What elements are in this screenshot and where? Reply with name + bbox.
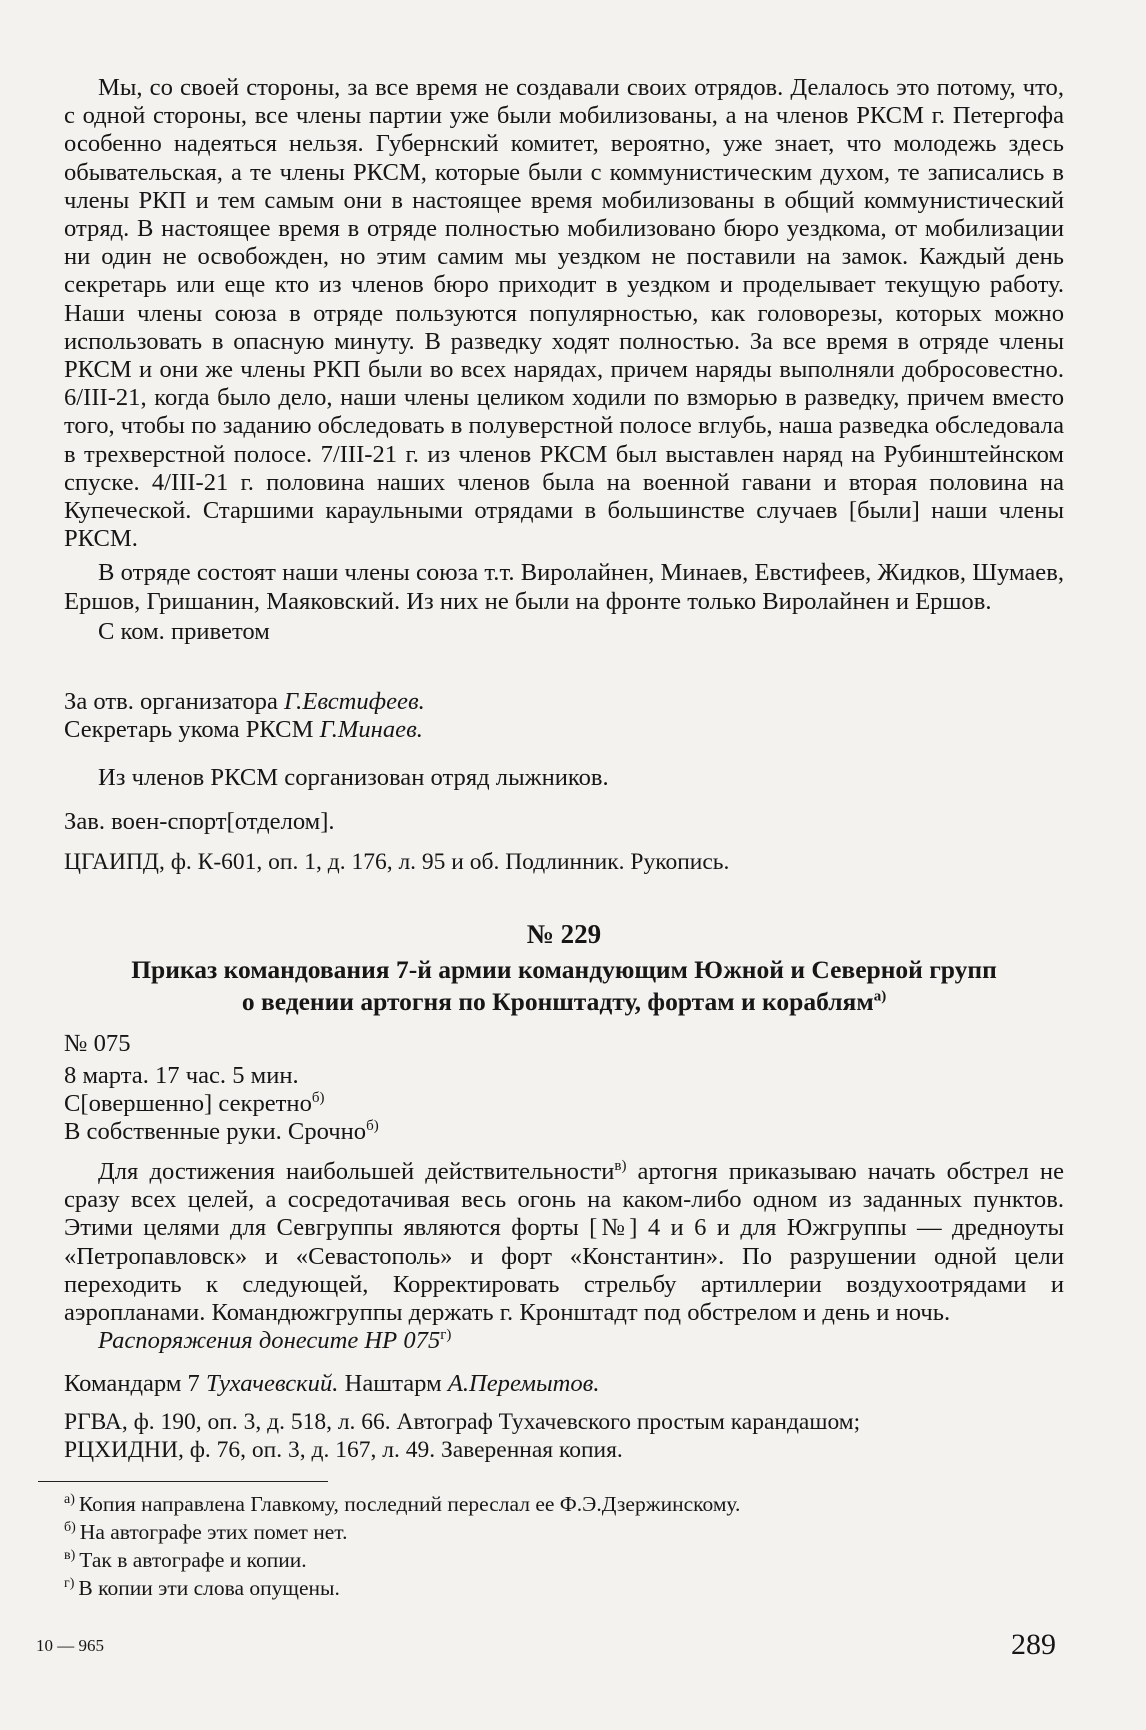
order-signature-line xyxy=(64,1370,1064,1398)
page-number: 289 xyxy=(1011,1628,1056,1661)
order-date: 8 марта. 17 час. 5 мин. xyxy=(64,1062,299,1089)
footnote-text: Копия направлена Главкому, последний переслал ее Ф.Э.Дзержинскому. xyxy=(78,1492,741,1516)
signature-organizer xyxy=(64,688,1064,716)
order-number-block xyxy=(64,1030,1064,1058)
commander-name: Тухачевский. xyxy=(206,1370,339,1397)
letter-signatures xyxy=(64,688,1064,744)
footnote-ref-a: а) xyxy=(873,988,887,1005)
footnote-mark: в) xyxy=(64,1547,76,1563)
footnote-text: В копии эти слова опущены. xyxy=(78,1576,340,1600)
footnote-v xyxy=(64,1546,1064,1574)
order-report xyxy=(64,1327,1064,1355)
letter-body xyxy=(64,74,1064,646)
footnote-divider xyxy=(38,1481,328,1482)
ski-note: Из членов РКСМ сорганизован отряд лыжников. xyxy=(98,764,609,791)
order-text-rest: артогня приказываю начать обстрел не сразу всех целей, а сосредотачивая весь огонь на каком-либо одном из заданных пунктов. Этими целями для Севгруппы являются форты [№] 4 и 6 и для Южгруппы — дредноуты «Петропавловск» и «Севастополь» и форт «Константин». По разрушении одной цели переходить к следующей, Корректировать стрельбу артиллерии воздухоотрядами и аэропланами. Командюжгруппы держать г. Кронштадт под обстрелом и день и ночь. xyxy=(64,1158,1064,1327)
letter-archive-block xyxy=(64,848,1064,876)
order-meta xyxy=(64,1062,1064,1147)
letter-greeting: С ком. приветом xyxy=(98,617,270,645)
signature-secretary xyxy=(64,716,1064,744)
footnote-ref-b2: б) xyxy=(366,1118,379,1135)
footnote-text: На автографе этих помет нет. xyxy=(79,1520,348,1544)
letter-archive-ref: ЦГАИПД, ф. К-601, оп. 1, д. 176, л. 95 и об. Подлинник. Рукопись. xyxy=(64,849,730,875)
document-title-line-2 xyxy=(64,986,1064,1018)
sport-sign-block xyxy=(64,808,1064,836)
signature-organizer-name: Г.Евстифеев. xyxy=(284,688,425,715)
footnote-a xyxy=(64,1490,1064,1518)
order-archive xyxy=(64,1408,1064,1464)
order-text-start: Для достижения наибольшей действительности xyxy=(98,1158,615,1185)
order-secret-text: С[овершенно] секретно xyxy=(64,1090,312,1118)
footnote-ref-v: в) xyxy=(614,1157,627,1174)
chief-of-staff-name: А.Перемытов. xyxy=(447,1370,600,1397)
order-number: № 075 xyxy=(64,1030,131,1057)
order-personal-text: В собственные руки. Срочно xyxy=(64,1118,367,1146)
document-title-line-1: Приказ командования 7-й армии командующим Южной и Северной групп xyxy=(131,955,997,984)
footnote-mark: б) xyxy=(64,1519,76,1535)
signature-organizer-role: За отв. организатора xyxy=(64,688,278,715)
signature-secretary-role: Секретарь укома РКСМ xyxy=(64,716,314,744)
printer-signature-mark: 10 — 965 xyxy=(36,1636,104,1655)
footnote-b xyxy=(64,1518,1064,1546)
signature-secretary-name: Г.Минаев. xyxy=(319,716,423,744)
footnote-ref-b1: б) xyxy=(311,1090,325,1107)
chief-of-staff-role: Наштарм xyxy=(344,1370,442,1397)
letter-paragraph-2: В отряде состоят наши члены союза т.т. Виролайнен, Минаев, Евстифеев, Жидков, Шумаев, Ершов, Гришанин, Маяковский. Из них не были на фронте только Виролайнен и Ершов. xyxy=(64,559,1064,615)
commander-role: Командарм 7 xyxy=(64,1370,200,1397)
order-personal xyxy=(64,1118,1064,1146)
order-secret xyxy=(64,1090,1064,1118)
footnote-mark: а) xyxy=(64,1491,75,1507)
document-number: № 229 xyxy=(526,919,602,949)
ski-note-block xyxy=(64,764,1064,792)
footnote-g xyxy=(64,1574,1064,1602)
footnote-ref-g: г) xyxy=(440,1327,452,1344)
order-archive-ref-1: РГВА, ф. 190, оп. 3, д. 518, л. 66. Автограф Тухачевского простым карандашом; xyxy=(64,1409,861,1435)
order-body xyxy=(64,1158,1064,1355)
footnotes xyxy=(64,1490,1064,1602)
order-text xyxy=(64,1158,1064,1327)
order-signatures xyxy=(64,1370,1064,1398)
order-archive-ref-2: РЦХИДНИ, ф. 76, оп. 3, д. 167, л. 49. Заверенная копия. xyxy=(64,1437,623,1463)
order-report-text: Распоряжения донесите НР 075 xyxy=(98,1327,441,1355)
sport-signature: Зав. воен-спорт[отделом]. xyxy=(64,808,335,835)
footnote-mark: г) xyxy=(64,1575,75,1591)
letter-paragraph-1: Мы, со своей стороны, за все время не создавали своих отрядов. Делалось это потому, что, с одной стороны, все члены партии уже были мобилизованы, а на членов РКСМ г. Петергофа особенно надеяться нельзя. Губернский комитет, вероятно, уже знает, что молодежь здесь обывательская, а те члены РКСМ, которые были с коммунистическим духом, те записались в члены РКП и тем самым они в настоящее время мобилизованы в общий коммунистический отряд. В настоящее время в отряде полностью мобилизовано бюро уездкома, от мобилизации ни один не освобожден, но этим самим мы уездком не поставили на замок. Каждый день секретарь или еще кто из членов бюро приходит в уездком и проделывает текущую работу. Наши члены союза в отряде пользуются популярностью, как головорезы, которых можно использовать в опасную минуту. В разведку ходят полностью. За все время в отряде члены РКСМ и они же члены РКП были во всех нарядах, причем наряды выполняли добросовестно. 6/III-21, когда было дело, наши члены целиком ходили по взморью в разведку, причем вместо того, чтобы по заданию обследовать в полуверстной полосе вглубь, наша разведка обследовала в трехверстной полосе. 7/III-21 г. из членов РКСМ был выставлен наряд на Рубинштейнском спуске. 4/III-21 г. половина наших членов была на военной гавани и вторая половина на Купеческой. Старшими караульными отрядами в большинстве случаев [были] наши члены РКСМ. xyxy=(64,74,1064,553)
footnote-text: Так в автографе и копии. xyxy=(79,1548,307,1572)
document-heading xyxy=(64,918,1064,1018)
document-title-text: о ведении артогня по Кронштадту, фортам и кораблям xyxy=(241,987,874,1016)
